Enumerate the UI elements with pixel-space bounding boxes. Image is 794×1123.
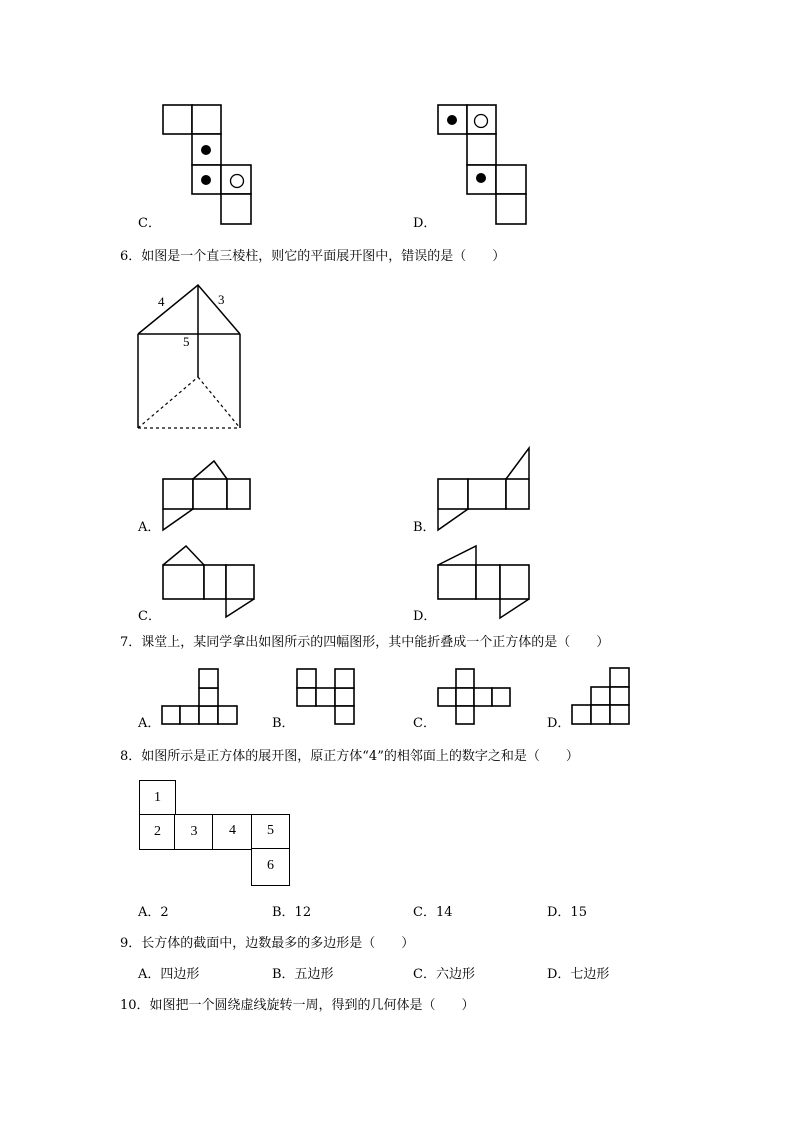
q6-edge-label-5: 5 <box>183 334 190 349</box>
q7-option-c[interactable]: C． <box>413 716 436 731</box>
q6-option-d[interactable]: D． <box>413 609 437 624</box>
q5-option-d[interactable]: D． <box>413 216 437 231</box>
q9-option-c[interactable]: C．六边形 <box>413 967 475 982</box>
q6-edge-label-3: 3 <box>218 292 225 307</box>
q9-option-d[interactable]: D．七边形 <box>547 967 610 982</box>
q8-face-3: 3 <box>174 814 214 850</box>
q7-option-d[interactable]: D． <box>547 716 571 731</box>
q8-stem: 8．如图所示是正方体的展开图，原正方体“4”的相邻面上的数字之和是（ ） <box>120 749 579 764</box>
q8-face-4: 4 <box>212 814 253 850</box>
q9-option-a[interactable]: A．四边形 <box>138 967 200 982</box>
q8-face-5: 5 <box>251 814 290 850</box>
q6-option-b[interactable]: B． <box>413 520 436 535</box>
q8-option-a[interactable]: A．2 <box>138 905 169 920</box>
q9-option-b[interactable]: B．五边形 <box>272 967 334 982</box>
q9-stem: 9．长方体的截面中，边数最多的多边形是（ ） <box>120 936 415 951</box>
q6-option-c[interactable]: C． <box>138 609 161 624</box>
q8-option-c[interactable]: C．14 <box>413 905 453 920</box>
q6-stem: 6．如图是一个直三棱柱，则它的平面展开图中，错误的是（ ） <box>120 249 506 264</box>
q8-face-6: 6 <box>251 848 290 886</box>
q8-face-1: 1 <box>139 780 176 816</box>
q5-option-c[interactable]: C． <box>138 216 161 231</box>
q8-option-d[interactable]: D．15 <box>547 905 587 920</box>
q8-option-b[interactable]: B．12 <box>272 905 312 920</box>
q7-option-b[interactable]: B． <box>272 716 295 731</box>
q7-stem: 7．课堂上，某同学拿出如图所示的四幅图形，其中能折叠成一个正方体的是（ ） <box>120 635 610 650</box>
q8-face-2: 2 <box>139 814 176 850</box>
q7-option-a[interactable]: A． <box>138 716 161 731</box>
q6-edge-label-4: 4 <box>158 294 165 309</box>
q6-option-a[interactable]: A． <box>138 520 161 535</box>
q10-stem: 10．如图把一个圆绕虚线旋转一周，得到的几何体是（ ） <box>120 998 475 1013</box>
